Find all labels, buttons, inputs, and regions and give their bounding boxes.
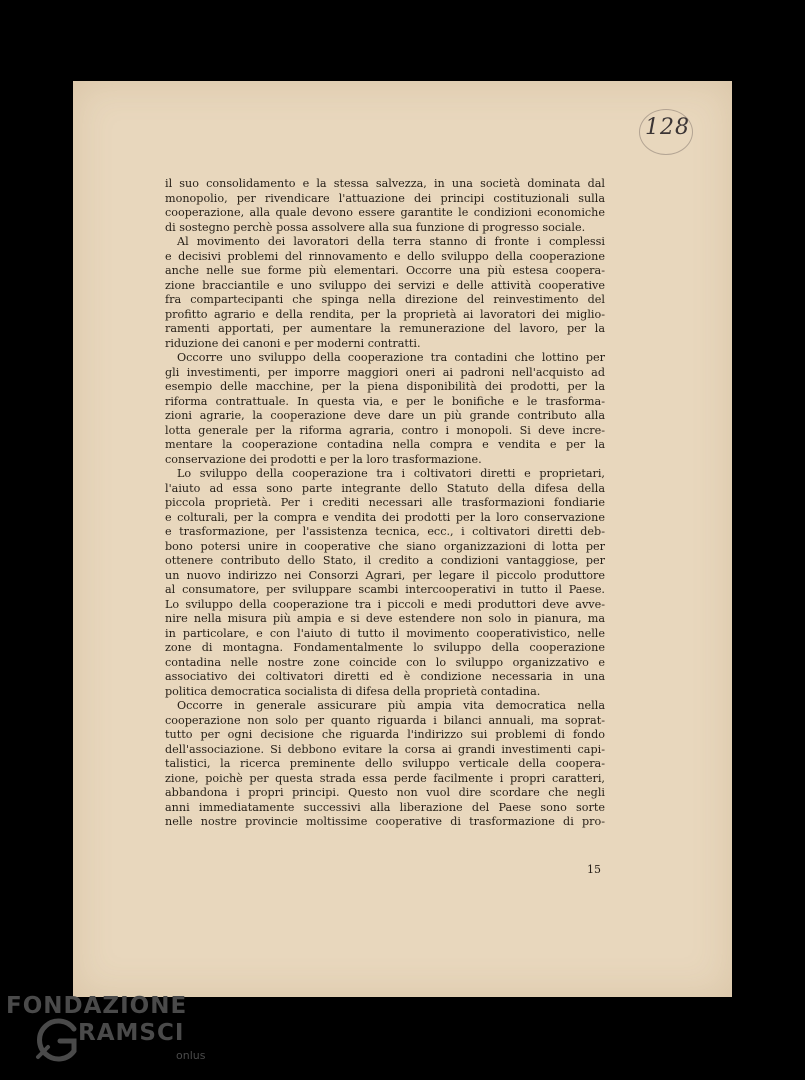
text-line: nelle nostre provincie moltissime cooperative di trasformazione di pro- xyxy=(165,815,605,828)
text-line: in particolare, e con l'aiuto di tutto il movimento cooperativistico, nelle xyxy=(165,626,605,640)
text-line: Lo sviluppo della cooperazione tra i coltivatori diretti e proprietari, xyxy=(177,467,605,480)
text-line: riforma contrattuale. In questa via, e per le bonifiche e le trasforma- xyxy=(165,394,605,408)
text-line: zione bracciantile e uno sviluppo dei servizi e delle attività cooperative xyxy=(165,278,605,292)
text-line: associativo dei coltivatori diretti ed è condizione necessaria in una xyxy=(165,670,605,683)
text-line: gli investimenti, per imporre maggiori oneri ai padroni nell'acquisto ad xyxy=(165,365,605,379)
logo-line-1: FONDAZIONE xyxy=(6,993,188,1019)
text-line: riduzione dei canoni e per moderni contratti. xyxy=(165,336,421,350)
text-line: lotta generale per la riforma agraria, contro i monopoli. Si deve incre- xyxy=(165,423,605,437)
text-line: esempio delle macchine, per la piena disponibilità dei prodotti, per la xyxy=(165,380,605,393)
text-line: talistici, la ricerca preminente dello sviluppo verticale della coopera- xyxy=(165,757,605,770)
text-line: il suo consolidamento e la stessa salvezza, in una società dominata dal xyxy=(165,177,605,190)
text-line: anche nelle sue forme più elementari. Occorre una più estesa coopera- xyxy=(165,264,605,277)
text-line: cooperazione non solo per quanto riguarda i bilanci annuali, ma soprat- xyxy=(165,713,605,727)
text-line: zione, poichè per questa strada essa perde facilmente i propri caratteri, xyxy=(165,771,605,785)
text-line: ottenere contributo dello Stato, il credito a condizioni vantaggiose, per xyxy=(165,554,605,567)
text-line: un nuovo indirizzo nei Consorzi Agrari, per legare il piccolo produttore xyxy=(165,568,605,582)
text-line: tutto per ogni decisione che riguarda l'indirizzo sui problemi di fondo xyxy=(165,728,605,741)
text-line: l'aiuto ad essa sono parte integrante dello Statuto della difesa della xyxy=(165,481,605,495)
text-line: nire nella misura più ampia e si deve estendere non solo in pianura, ma xyxy=(165,612,605,625)
text-line: bono potersi unire in cooperative che siano organizzazioni di lotta per xyxy=(165,539,605,553)
text-line: di sostegno perchè possa assolvere alla sua funzione di progresso sociale. xyxy=(165,220,586,234)
text-line: zioni agrarie, la cooperazione deve dare un più grande contributo alla xyxy=(165,409,605,422)
logo-line-2: RAMSCI xyxy=(78,1020,185,1046)
text-line: Occorre uno sviluppo della cooperazione tra contadini che lottino per xyxy=(177,351,605,364)
text-line: e trasformazione, per l'assistenza tecnica, ecc., i coltivatori diretti deb- xyxy=(165,525,605,538)
text-line: ramenti apportati, per aumentare la remunerazione del lavoro, per la xyxy=(165,322,605,335)
text-line: zone di montagna. Fondamentalmente lo sviluppo della cooperazione xyxy=(165,641,605,654)
logo-g-mark-icon xyxy=(34,1017,80,1063)
text-line: fra compartecipanti che spinga nella direzione del reinvestimento del xyxy=(165,293,605,306)
text-line: politica democratica socialista di difesa della proprietà contadina. xyxy=(165,684,541,698)
page-text-body xyxy=(165,177,605,830)
text-line: conservazione dei prodotti e per la loro trasformazione. xyxy=(165,452,482,466)
page-number: 15 xyxy=(587,863,601,876)
text-line: dell'associazione. Si debbono evitare la corsa ai grandi investimenti capi- xyxy=(165,742,605,756)
text-line: al consumatore, per sviluppare scambi intercooperativi in tutto il Paese. xyxy=(165,583,605,596)
text-line: Occorre in generale assicurare più ampia vita democratica nella xyxy=(177,699,605,712)
text-line: piccola proprietà. Per i crediti necessari alle trasformazioni fondiarie xyxy=(165,496,605,509)
text-line: e colturali, per la compra e vendita dei prodotti per la loro conservazione xyxy=(165,510,605,524)
text-line: mentare la cooperazione contadina nella compra e vendita e per la xyxy=(165,438,605,451)
scanned-page xyxy=(73,81,732,997)
text-line: anni immediatamente successivi alla liberazione del Paese sono sorte xyxy=(165,800,605,814)
logo-subtitle: onlus xyxy=(176,1049,206,1062)
text-line: abbandona i propri principi. Questo non vuol dire scordare che negli xyxy=(165,786,605,799)
text-line: monopolio, per rivendicare l'attuazione dei principi costituzionali sulla xyxy=(165,191,605,205)
archive-number: 128 xyxy=(645,115,690,140)
text-line: Al movimento dei lavoratori della terra stanno di fronte i complessi xyxy=(177,235,605,248)
text-line: cooperazione, alla quale devono essere garantite le condizioni economiche xyxy=(165,206,605,219)
text-line: e decisivi problemi del rinnovamento e dello sviluppo della cooperazione xyxy=(165,249,605,263)
text-line: contadina nelle nostre zone coincide con lo sviluppo organizzativo e xyxy=(165,655,605,669)
fondazione-gramsci-logo xyxy=(6,993,206,1073)
text-line: Lo sviluppo della cooperazione tra i piccoli e medi produttori deve avve- xyxy=(165,597,605,611)
text-line: profitto agrario e della rendita, per la proprietà ai lavoratori dei miglio- xyxy=(165,307,605,321)
